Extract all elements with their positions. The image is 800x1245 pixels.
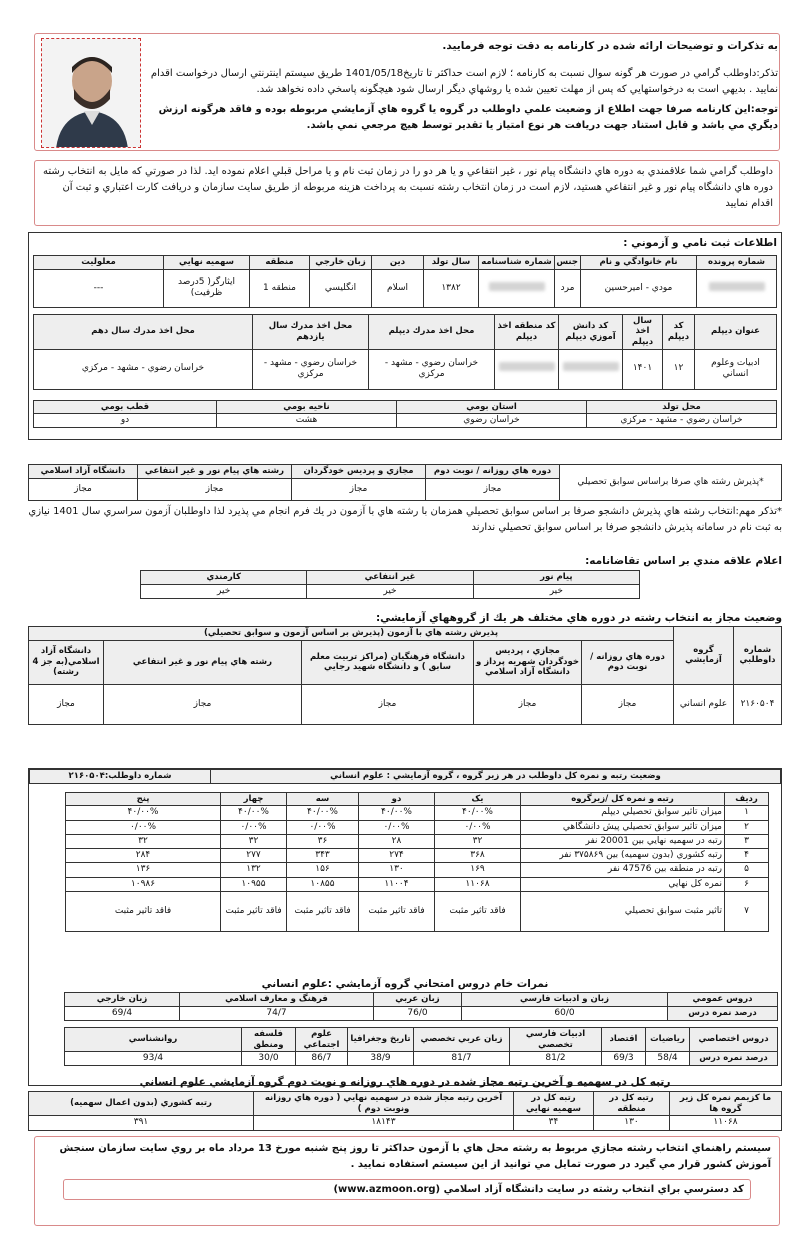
diploma-head: محل اخذ مدرك سال يازدهم	[253, 314, 369, 349]
registration-value: ايثارگر( 5درصد ظرفيت)	[164, 269, 250, 307]
raw-title: نمرات خام دروس امتحاني گروه آزمايشي :علوم انساني	[261, 978, 549, 990]
ranks-row-label: ميزان تاثير سوابق تحصيلي ديپلم	[521, 806, 725, 820]
registration-table-3	[33, 400, 777, 429]
ranks-row-label: رتبه در منطقه بين 47576 نفر	[521, 863, 725, 877]
ranks-cell: ۴۰/۰۰%	[435, 806, 521, 820]
permit-col-head: دوره هاي روزانه / نوبت دوم	[582, 640, 674, 684]
interest-value: خير	[307, 584, 473, 598]
ranks-cell: فاقد تاثير مثبت	[287, 891, 359, 931]
ranks-title: وضعيت رتبه و نمره كل داوطلب در هر زير گروه ، گروه آزمايشي : علوم انساني	[211, 770, 781, 784]
ranks-cell: ۳۶	[287, 834, 359, 848]
ranks-cell: ۱۵۶	[287, 863, 359, 877]
ranks-cell: ۰/۰۰%	[359, 820, 435, 834]
registration-value: انگليسي	[310, 269, 372, 307]
permit-number: ۲۱۶۰۵۰۴	[734, 684, 782, 724]
raw-general-value: 74/7	[180, 1006, 374, 1020]
final-title: رتبه كل در سهميه و آخرين رتبه مجاز شده در دوره هاي روزانه و نوبت دوم گروه آزمايشي علوم انساني	[139, 1076, 671, 1088]
raw-special-value: 86/7	[296, 1052, 348, 1066]
permit-group: علوم انساني	[674, 684, 734, 724]
ranks-header-table	[29, 769, 781, 784]
records-only-value: مجاز	[426, 478, 560, 500]
registration-head: نام خانوادگي و نام	[581, 256, 697, 270]
raw-section	[28, 978, 782, 1066]
diploma-head: محل اخذ مدرك سال دهم	[34, 314, 253, 349]
ranks-cell: ۲۷۷	[221, 849, 287, 863]
ranks-cell: ۳	[725, 834, 769, 848]
raw-general-value: 60/0	[462, 1006, 668, 1020]
raw-general-value: 69/4	[65, 1006, 180, 1020]
ranks-cell: ۴	[725, 849, 769, 863]
registration-head: دين	[372, 256, 424, 270]
records-only-value: مجاز	[292, 478, 426, 500]
raw-special-head: تاريخ وجغرافيا	[348, 1027, 414, 1051]
raw-general-head: زبان و ادبيات فارسي	[462, 993, 668, 1007]
raw-general-head: فرهنگ و معارف اسلامي	[180, 993, 374, 1007]
ranks-table	[65, 792, 769, 932]
ranks-cell: ۱۰۹۸۶	[66, 877, 221, 891]
raw-special-value: 81/7	[414, 1052, 510, 1066]
registration-table-2	[33, 314, 777, 390]
raw-special-table	[64, 1027, 778, 1067]
records-only-head: مجازي و پرديس خودگردان	[292, 465, 426, 479]
final-value: ۳۹۱	[29, 1116, 254, 1130]
records-only-head: رشته هاي پيام نور و غير انتفاعي	[138, 465, 292, 479]
ranks-cell: ۲۷۴	[359, 849, 435, 863]
permit-col-head: رشته هاي پيام نور و غير انتفاعي	[104, 640, 302, 684]
registration-head: شماره پرونده	[697, 256, 777, 270]
redacted-value	[563, 362, 619, 371]
permit-value: مجاز	[474, 684, 582, 724]
birthplace-head: قطب بومي	[34, 400, 217, 414]
raw-general-label: دروس عمومي	[668, 993, 778, 1007]
registration-head: زبان خارجي	[310, 256, 372, 270]
final-head: رتبه كل در منطقه	[594, 1092, 670, 1116]
permit-value: مجاز	[104, 684, 302, 724]
final-table	[28, 1091, 782, 1131]
raw-special-head: روانشناسي	[65, 1027, 242, 1051]
permit-table	[28, 626, 782, 725]
raw-pct-label: درصد نمره درس	[668, 1006, 778, 1020]
registration-section	[28, 232, 782, 440]
ranks-cell: ۱۰۹۵۵	[221, 877, 287, 891]
ranks-cell: ۱	[725, 806, 769, 820]
birthplace-value: دو	[34, 414, 217, 428]
ranks-cell: ۳۴۳	[287, 849, 359, 863]
raw-special-head: رياضيات	[646, 1027, 690, 1051]
ranks-row-label: رتبه كشوري (بدون سهميه) بين ۳۷۵۸۶۹ نفر	[521, 849, 725, 863]
ranks-cell: ۷	[725, 891, 769, 931]
diploma-head: محل اخذ مدرك ديپلم	[369, 314, 495, 349]
ranks-col-head: يک	[435, 792, 521, 806]
registration-value: مودي - اميرحسين	[581, 269, 697, 307]
table-row	[66, 849, 769, 863]
records-only-value: مجاز	[29, 478, 138, 500]
redacted-value	[709, 282, 765, 291]
interest-value: خير	[473, 584, 639, 598]
records-only-table	[28, 464, 782, 501]
ranks-cell: ۱۳۶	[66, 863, 221, 877]
raw-special-value: 81/2	[510, 1052, 602, 1066]
raw-special-value: 38/9	[348, 1052, 414, 1066]
registration-value	[479, 269, 555, 307]
final-head: رتبه كشوري (بدون اعمال سهميه)	[29, 1092, 254, 1116]
ranks-cell: ۱۳۰	[359, 863, 435, 877]
ranks-row-label: تاثير مثبت سوابق تحصيلي	[521, 891, 725, 931]
ranks-col-head: رديف	[725, 792, 769, 806]
permit-col-head: مجازي ، پرديس خودگردان شهريه پرداز و دانشگاه آزاد اسلامي	[474, 640, 582, 684]
raw-special-head: فلسفه ومنطق	[242, 1027, 296, 1051]
raw-general-head: زبان خارجي	[65, 993, 180, 1007]
registration-value: منطقه 1	[250, 269, 310, 307]
notice-text: داوطلب گرامي شما علاقمندي به دوره هاي دانشگاه پيام نور ، غير انتفاعي و يا هر دو را در زمان ثبت نام و يا مراحل قبلي اعلام نموده ايد. لذا در صورتي كه مايل به انتخاب رشته دوره هاي دانشگاه پيام نور و غير انتفاعي هستيد، لازم است در زمان انتخاب رشته نسبت به پرداخت هزينه مربوطه از طريق سايت سازمان و دريافت كارت اعتباري و ثبت آن اقدام نماييد	[42, 166, 773, 209]
raw-special-value: 58/4	[646, 1052, 690, 1066]
raw-special-head: علوم اجتماعي	[296, 1027, 348, 1051]
diploma-head: عنوان ديپلم	[695, 314, 777, 349]
birthplace-head: استان بومي	[397, 400, 587, 414]
registration-value: ---	[34, 269, 164, 307]
ranks-cell: ۱۶۹	[435, 863, 521, 877]
ranks-cell: ۲	[725, 820, 769, 834]
ranks-col-head: رتبه و نمره كل /زيرگروه	[521, 792, 725, 806]
raw-special-head: ادبيات فارسي تخصصي	[510, 1027, 602, 1051]
candidate-photo	[41, 38, 141, 148]
ranks-cell: فاقد تاثير مثبت	[435, 891, 521, 931]
records-only-value: مجاز	[138, 478, 292, 500]
registration-table-1	[33, 255, 777, 308]
final-value: ۱۳۰	[594, 1116, 670, 1130]
table-row	[66, 834, 769, 848]
permit-value: مجاز	[582, 684, 674, 724]
redacted-value	[489, 282, 545, 291]
ranks-cell: ۴۰/۰۰%	[221, 806, 287, 820]
interest-head: كارمندي	[141, 571, 307, 585]
birthplace-value: خراسان رضوي	[397, 414, 587, 428]
registration-value: ۱۳۸۲	[424, 269, 479, 307]
raw-special-value: 30/0	[242, 1052, 296, 1066]
final-head: آخرين رتبه مجاز شده در سهميه نهايي ( دوره هاي روزانه ونوبت دوم )	[254, 1092, 514, 1116]
registration-head: جنس	[555, 256, 581, 270]
records-only-section	[28, 464, 782, 536]
table-row	[66, 891, 769, 931]
table-row	[66, 863, 769, 877]
ranks-cell: فاقد تاثير مثبت	[359, 891, 435, 931]
raw-general-value: 76/0	[374, 1006, 462, 1020]
diploma-value: ۱۲	[663, 349, 695, 389]
table-row	[66, 820, 769, 834]
final-value: ۱۱۰۶۸	[670, 1116, 782, 1130]
diploma-value: خراسان رضوي - مشهد - مركزي	[369, 349, 495, 389]
birthplace-head: ناحيه بومي	[217, 400, 397, 414]
registration-value: اسلام	[372, 269, 424, 307]
interest-head: پيام نور	[473, 571, 639, 585]
final-value: ۱۸۱۴۳	[254, 1116, 514, 1130]
records-only-note: *تذكر مهم:انتخاب رشته هاي پذيرش دانشجو صرفا بر اساس سوابق تحصيلي همزمان با رشته هاي با آزمون در يك فرم انجام مي پذيرد لذا داوطلبان آزمون سراسري سال 1401 نيازي به ثبت نام در سامانه پذيرش دانشجو صرفا بر اساس سوابق تحصيلي ندارند	[28, 505, 782, 533]
ranks-cell: ۰/۰۰%	[66, 820, 221, 834]
diploma-head: كد دانش آموزي ديپلم	[559, 314, 623, 349]
interest-title: اعلام علاقه مندي بر اساس تقاضانامه:	[585, 555, 782, 567]
permit-value: مجاز	[302, 684, 474, 724]
footer-box	[34, 1136, 780, 1226]
ranks-cell: ۰/۰۰%	[435, 820, 521, 834]
permit-value: مجاز	[29, 684, 104, 724]
header-note-claim: تذكر:داوطلب گرامي در صورت هر گونه سوال نسبت به كارنامه ؛ لازم است حداكثر تا تاريخ1401/05/18 طريق سيستم اينترنتي ارسال درخواست اقدام نماييد . بديهي است به درخواستهايي كه پس از مهلت تعيين شده يا روشهاي ديگر ارسال شود هيچگونه پاسخي داده نخواهد شد.	[150, 68, 778, 95]
ranks-row-label: نمره كل نهايي	[521, 877, 725, 891]
raw-special-label: دروس اختصاصي	[690, 1027, 778, 1051]
final-section	[28, 1076, 782, 1131]
ranks-cell: ۳۲	[66, 834, 221, 848]
interest-table	[140, 570, 640, 599]
raw-special-head: اقتصاد	[602, 1027, 646, 1051]
ranks-row-label: ميزان تاثير سوابق تحصيلي پيش دانشگاهي	[521, 820, 725, 834]
ranks-cell: ۱۱۰۰۴	[359, 877, 435, 891]
registration-head: منطقه	[250, 256, 310, 270]
raw-special-value: 93/4	[65, 1052, 242, 1066]
interest-value: خير	[141, 584, 307, 598]
registration-head: شماره شناسنامه	[479, 256, 555, 270]
raw-pct-label: درصد نمره درس	[690, 1052, 778, 1066]
permit-number-head: شماره داوطلبي	[734, 627, 782, 685]
ranks-cell: ۱۰۸۵۵	[287, 877, 359, 891]
interest-section	[140, 570, 640, 599]
raw-special-head: زبان عربي تخصصي	[414, 1027, 510, 1051]
registration-head: سهميه نهايي	[164, 256, 250, 270]
permit-section	[28, 626, 782, 725]
ranks-col-head: سه	[287, 792, 359, 806]
interest-head: غير انتفاعي	[307, 571, 473, 585]
ranks-cell: ۰/۰۰%	[221, 820, 287, 834]
diploma-head: كد ديپلم	[663, 314, 695, 349]
diploma-value	[559, 349, 623, 389]
ranks-cell: ۳۲	[435, 834, 521, 848]
final-head: ما كزيمم نمره كل زير گروه ها	[670, 1092, 782, 1116]
ranks-cell: ۴۰/۰۰%	[287, 806, 359, 820]
diploma-value: خراسان رضوي - مشهد - مركزي	[34, 349, 253, 389]
ranks-cell: ۵	[725, 863, 769, 877]
ranks-col-head: دو	[359, 792, 435, 806]
ranks-cell: ۳۶۸	[435, 849, 521, 863]
registration-title: اطلاعات ثبت نامي و آزموني :	[623, 237, 777, 249]
birthplace-value: خراسان رضوي - مشهد - مركزي	[587, 414, 777, 428]
notice-box	[34, 160, 780, 226]
ranks-cell: ۴۰/۰۰%	[66, 806, 221, 820]
diploma-value	[495, 349, 559, 389]
birthplace-value: هشت	[217, 414, 397, 428]
ranks-cell: فاقد تاثير مثبت	[66, 891, 221, 931]
table-row	[66, 806, 769, 820]
redacted-value	[499, 362, 555, 371]
permit-span-head: پذيرش رشته هاي با آزمون (پذيرش بر اساس آزمون و سوابق تحصيلي)	[29, 627, 674, 641]
ranks-cell: ۲۸	[359, 834, 435, 848]
avatar-icon	[42, 39, 141, 148]
registration-head: سال تولد	[424, 256, 479, 270]
azad-link[interactable]: كد دسترسي براي انتخاب رشته در سايت دانشگاه آزاد اسلامي (www.azmoon.org)	[333, 1184, 744, 1195]
ranks-cell: فاقد تاثير مثبت	[221, 891, 287, 931]
permit-col-head: دانشگاه فرهنگيان (مراكز تربيت معلم سابق ) و دانشگاه شهيد رجايي	[302, 640, 474, 684]
diploma-value: ادبيات وعلوم انساني	[695, 349, 777, 389]
raw-general-head: زبان عربي	[374, 993, 462, 1007]
footer-text: سيستم راهنماي انتخاب رشته مجازي مربوط به رشته محل هاي با آزمون حداكثر تا روز پنج شنبه مورخ 13 مرداد ماه بر روي سايت سازمان سنجش آموزش كشور قرار مي گيرد در صورت تمايل مي توانيد از اين سيستم استفاده نماييد .	[59, 1143, 771, 1170]
ranks-cell: ۱۳۲	[221, 863, 287, 877]
diploma-value: ۱۴۰۱	[623, 349, 663, 389]
header-note-validity: توجه:اين كارنامه صرفا جهت اطلاع از وضعيت علمي داوطلب در گروه يا گروه هاي آزمايشي مربوطه بوده و فاقد هرگونه ارزش ديگري مي باشد و قابل استناد جهت دريافت هر نوع امتياز يا تقدير توسط هيچ مرجعي نمي باشد.	[158, 104, 778, 131]
ranks-cell: ۱۱۰۶۸	[435, 877, 521, 891]
records-only-head: دوره هاي روزانه / نوبت دوم	[426, 465, 560, 479]
ranks-col-head: چهار	[221, 792, 287, 806]
permit-col-head: دانشگاه آزاد اسلامي(به جز 4 رشته)	[29, 640, 104, 684]
header-title: به تذكرات و توضيحات ارائه شده در كارنامه به دقت توجه فرماييد.	[442, 40, 778, 52]
ranks-cell: ۰/۰۰%	[287, 820, 359, 834]
ranks-cell: ۳۲	[221, 834, 287, 848]
diploma-head: كد منطقه اخذ ديپلم	[495, 314, 559, 349]
ranks-row-label: رتبه در سهميه نهايي بين 20001 نفر	[521, 834, 725, 848]
records-only-head: دانشگاه آزاد اسلامي	[29, 465, 138, 479]
registration-value	[697, 269, 777, 307]
registration-head: معلوليت	[34, 256, 164, 270]
final-head: رتبه كل در سهميه نهايي	[514, 1092, 594, 1116]
ranks-candidate-number: شماره داوطلب:۲۱۶۰۵۰۴	[30, 770, 211, 784]
ranks-col-head: پنج	[66, 792, 221, 806]
diploma-head: سال اخذ ديپلم	[623, 314, 663, 349]
ranks-cell: ۲۸۴	[66, 849, 221, 863]
permit-group-head: گروه آزمايشي	[674, 627, 734, 685]
diploma-value: خراسان رضوي - مشهد - مركزي	[253, 349, 369, 389]
registration-value: مرد	[555, 269, 581, 307]
ranks-cell: ۴۰/۰۰%	[359, 806, 435, 820]
birthplace-head: محل تولد	[587, 400, 777, 414]
table-row	[66, 877, 769, 891]
final-value: ۳۴	[514, 1116, 594, 1130]
records-only-label: *پذيرش رشته هاي صرفا براساس سوابق تحصيلي	[560, 465, 782, 501]
raw-special-value: 69/3	[602, 1052, 646, 1066]
ranks-cell: ۶	[725, 877, 769, 891]
permit-title: وضعيت مجاز به انتخاب رشته در دوره هاي مختلف هر يك از گروههاي آزمايشي:	[375, 612, 782, 624]
raw-general-table	[64, 992, 778, 1021]
azad-link-box	[63, 1179, 751, 1200]
